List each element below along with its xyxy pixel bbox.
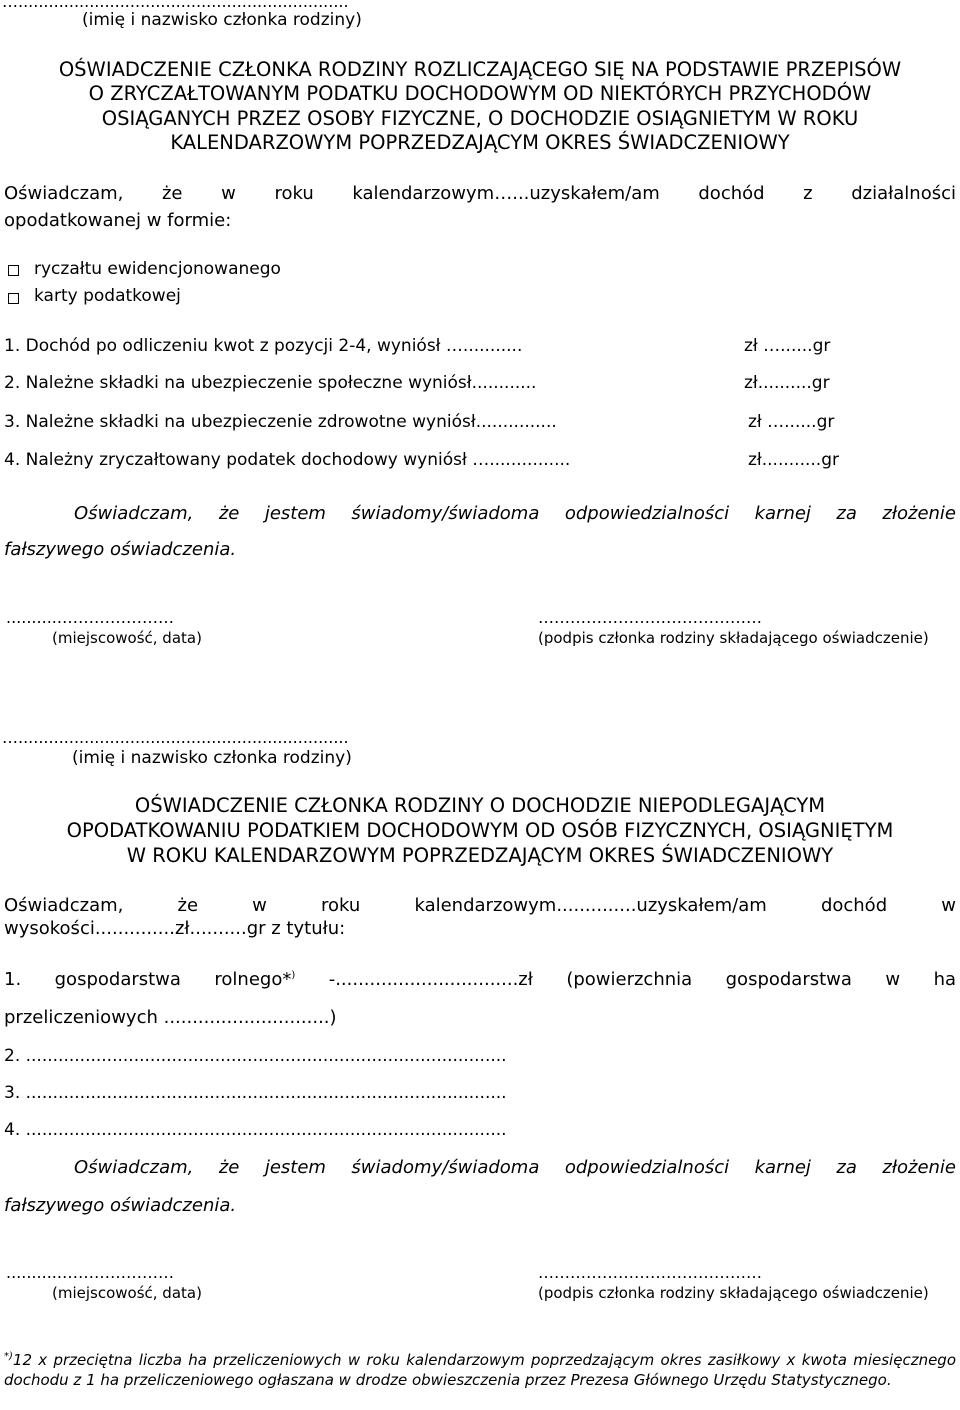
liability-statement: Oświadczam, że jestem świadomy/świadoma odpowiedzialności karnej za złożenie bbox=[74, 1157, 956, 1178]
income-item: 3. ......................................................................................... bbox=[4, 1083, 507, 1103]
signature-dots: …………………………………… bbox=[538, 608, 762, 627]
form-title-line: OŚWIADCZENIE CZŁONKA RODZINY O DOCHODZIE NIEPODLEGAJĄCYM bbox=[134, 794, 826, 817]
form-title-line: OSIĄGANYCH PRZEZ OSOBY FIZYCZNE, O DOCHODZIE OSIĄGNIETYM W ROKU bbox=[101, 107, 859, 130]
farm-item-label: 1. gospodarstwa rolnego* bbox=[4, 969, 292, 990]
income-item: 4. ......................................................................................... bbox=[4, 1120, 507, 1140]
option-label: karty podatkowej bbox=[34, 286, 181, 306]
liability-statement: fałszywego oświadczenia. bbox=[4, 539, 237, 560]
income-item: 4. Należny zryczałtowany podatek dochodowy wyniósł …............... bbox=[4, 450, 571, 470]
income-amount: zł...........gr bbox=[748, 450, 839, 470]
income-amount: zł..........gr bbox=[744, 373, 830, 393]
form-title-line: O ZRYCZAŁTOWANYM PODATKU DOCHODOWYM OD NIEKTÓRYCH PRZYCHODÓW bbox=[88, 82, 872, 105]
liability-statement: fałszywego oświadczenia. bbox=[4, 1195, 237, 1216]
name-dots: …................................................................. bbox=[2, 0, 349, 11]
liability-statement: Oświadczam, że jestem świadomy/świadoma odpowiedzialności karnej za złożenie bbox=[74, 503, 956, 524]
footnote-marker: *) bbox=[4, 1351, 13, 1362]
form-title-line: KALENDARZOWYM POPRZEDZAJĄCYM OKRES ŚWIADCZENIOWY bbox=[170, 131, 790, 154]
income-item-farm-area: przeliczeniowych .............................) bbox=[4, 1007, 337, 1028]
form-title-line: W ROKU KALENDARZOWYM POPRZEDZAJĄCYM OKRES ŚWIADCZENIOWY bbox=[126, 844, 834, 867]
declaration-text: Oświadczam, że w roku kalendarzowym..............uzyskałem/am dochód w bbox=[4, 895, 956, 916]
checkbox-ryczalt[interactable] bbox=[8, 265, 19, 276]
income-item: 3. Należne składki na ubezpieczenie zdrowotne wyniósł............... bbox=[4, 412, 557, 432]
income-item-farm bbox=[4, 969, 956, 990]
signature-label: (podpis członka rodziny składającego oświadczenie) bbox=[538, 629, 929, 647]
footnote bbox=[4, 1347, 956, 1390]
name-dots: …................................................................. bbox=[2, 728, 349, 747]
income-item: 2. ......................................................................................... bbox=[4, 1046, 507, 1066]
place-date-dots: ...........………………… bbox=[6, 608, 174, 627]
checkbox-karta[interactable] bbox=[8, 293, 19, 304]
income-item: 2. Należne składki na ubezpieczenie społeczne wyniósł............ bbox=[4, 373, 537, 393]
footnote-ref: ) bbox=[291, 970, 296, 981]
signature-label: (podpis członka rodziny składającego oświadczenie) bbox=[538, 1284, 929, 1302]
declaration-text: opodatkowanej w formie: bbox=[4, 210, 232, 231]
footnote-text: 12 x przeciętna liczba ha przeliczeniowych w roku kalendarzowym poprzedzającym okres zasiłkowy x kwota miesięcznego dochodu z 1 ha przeliczeniowego ogłaszana w drodze obwieszczenia przez Prezesa Głównego Urzędu Statystycznego. bbox=[4, 1351, 956, 1389]
place-date-label: (miejscowość, data) bbox=[52, 1284, 202, 1302]
signature-dots: …………………………………… bbox=[538, 1263, 762, 1282]
farm-item-amount: -................................zł (powierzchnia gospodarstwa w ha bbox=[295, 969, 957, 990]
declaration-text: Oświadczam, że w roku kalendarzowym…...uzyskałem/am dochód z działalności bbox=[4, 183, 956, 204]
place-date-dots: ...........………………… bbox=[6, 1263, 174, 1282]
form-title-line: OPODATKOWANIU PODATKIEM DOCHODOWYM OD OSÓB FIZYCZNYCH, OSIĄGNIĘTYM bbox=[66, 819, 894, 842]
income-amount: zł …......gr bbox=[748, 412, 835, 432]
name-label: (imię i nazwisko członka rodziny) bbox=[82, 10, 362, 30]
declaration-text: wysokości..............zł..........gr z tytułu: bbox=[4, 918, 346, 939]
income-amount: zł …......gr bbox=[744, 336, 831, 356]
option-label: ryczałtu ewidencjonowanego bbox=[34, 259, 281, 279]
place-date-label: (miejscowość, data) bbox=[52, 629, 202, 647]
form-title-line: OŚWIADCZENIE CZŁONKA RODZINY ROZLICZAJĄCEGO SIĘ NA PODSTAWIE PRZEPISÓW bbox=[58, 58, 902, 81]
name-label: (imię i nazwisko członka rodziny) bbox=[72, 748, 352, 768]
income-item: 1. Dochód po odliczeniu kwot z pozycji 2-4, wyniósł …........... bbox=[4, 336, 523, 356]
